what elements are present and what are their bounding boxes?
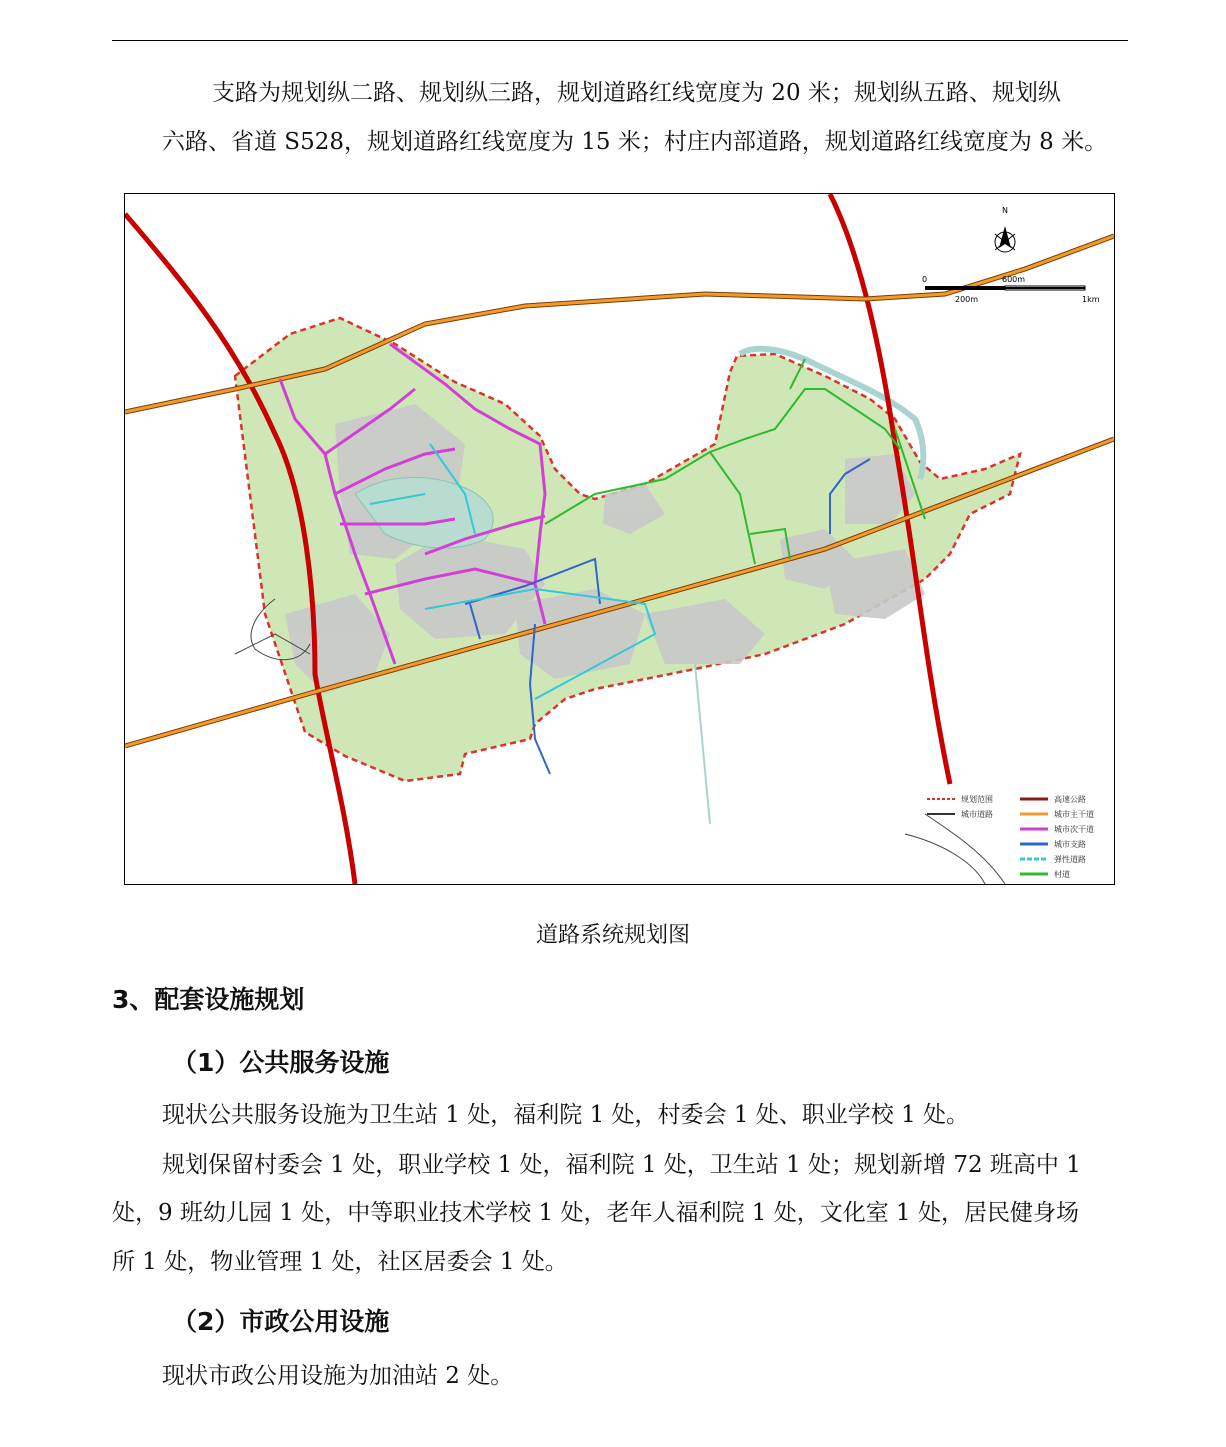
scale-0: 0 xyxy=(922,275,928,284)
sub1-paragraph-2-line-2: 处，9 班幼儿园 1 处，中等职业技术学校 1 处，老年人福利院 1 处，文化室 1 处，居民健身场 xyxy=(112,1200,1079,1226)
road-system-map xyxy=(124,193,1115,885)
legend-label-2: 高速公路 xyxy=(1054,795,1086,804)
sub2-paragraph-1: 现状市政公用设施为加油站 2 处。 xyxy=(162,1363,514,1389)
legend-label-4: 城市次干道 xyxy=(1054,825,1094,834)
legend-label-7: 村道 xyxy=(1054,870,1070,879)
subsection-2-title: （2）市政公用设施 xyxy=(172,1307,390,1336)
north-label: N xyxy=(1002,206,1008,215)
intro-line-2: 六路、省道 S528，规划道路红线宽度为 15 米；村庄内部道路，规划道路红线宽度为 8 米。 xyxy=(162,129,1108,155)
sub1-paragraph-2-line-1: 规划保留村委会 1 处，职业学校 1 处，福利院 1 处，卫生站 1 处；规划新增 72 班高中 1 xyxy=(162,1152,1081,1178)
scale-1km: 1km xyxy=(1082,295,1100,304)
north-arrow-icon xyxy=(995,226,1015,252)
legend-label-3: 城市主干道 xyxy=(1054,810,1094,819)
legend-label-1: 城市道路 xyxy=(961,810,993,819)
header-rule xyxy=(112,40,1128,41)
scale-bar xyxy=(925,286,1085,290)
subsection-1-title: （1）公共服务设施 xyxy=(172,1048,390,1077)
map-legend xyxy=(927,794,1094,879)
section-3-title: 3、配套设施规划 xyxy=(112,985,305,1014)
sub1-paragraph-2-line-3: 所 1 处，物业管理 1 处，社区居委会 1 处。 xyxy=(112,1249,568,1275)
sub1-paragraph-1: 现状公共服务设施为卫生站 1 处，福利院 1 处，村委会 1 处、职业学校 1 处。 xyxy=(162,1102,970,1128)
intro-line-1: 支路为规划纵二路、规划纵三路，规划道路红线宽度为 20 米；规划纵五路、规划纵 xyxy=(212,80,1061,106)
scale-200: 200m xyxy=(955,295,979,304)
legend-label-5: 城市支路 xyxy=(1054,840,1086,849)
legend-label-6: 弹性道路 xyxy=(1054,855,1086,864)
scale-600: 600m xyxy=(1002,275,1026,284)
legend-label-0: 规划范围 xyxy=(961,795,993,804)
figure-caption: 道路系统规划图 xyxy=(535,923,690,948)
